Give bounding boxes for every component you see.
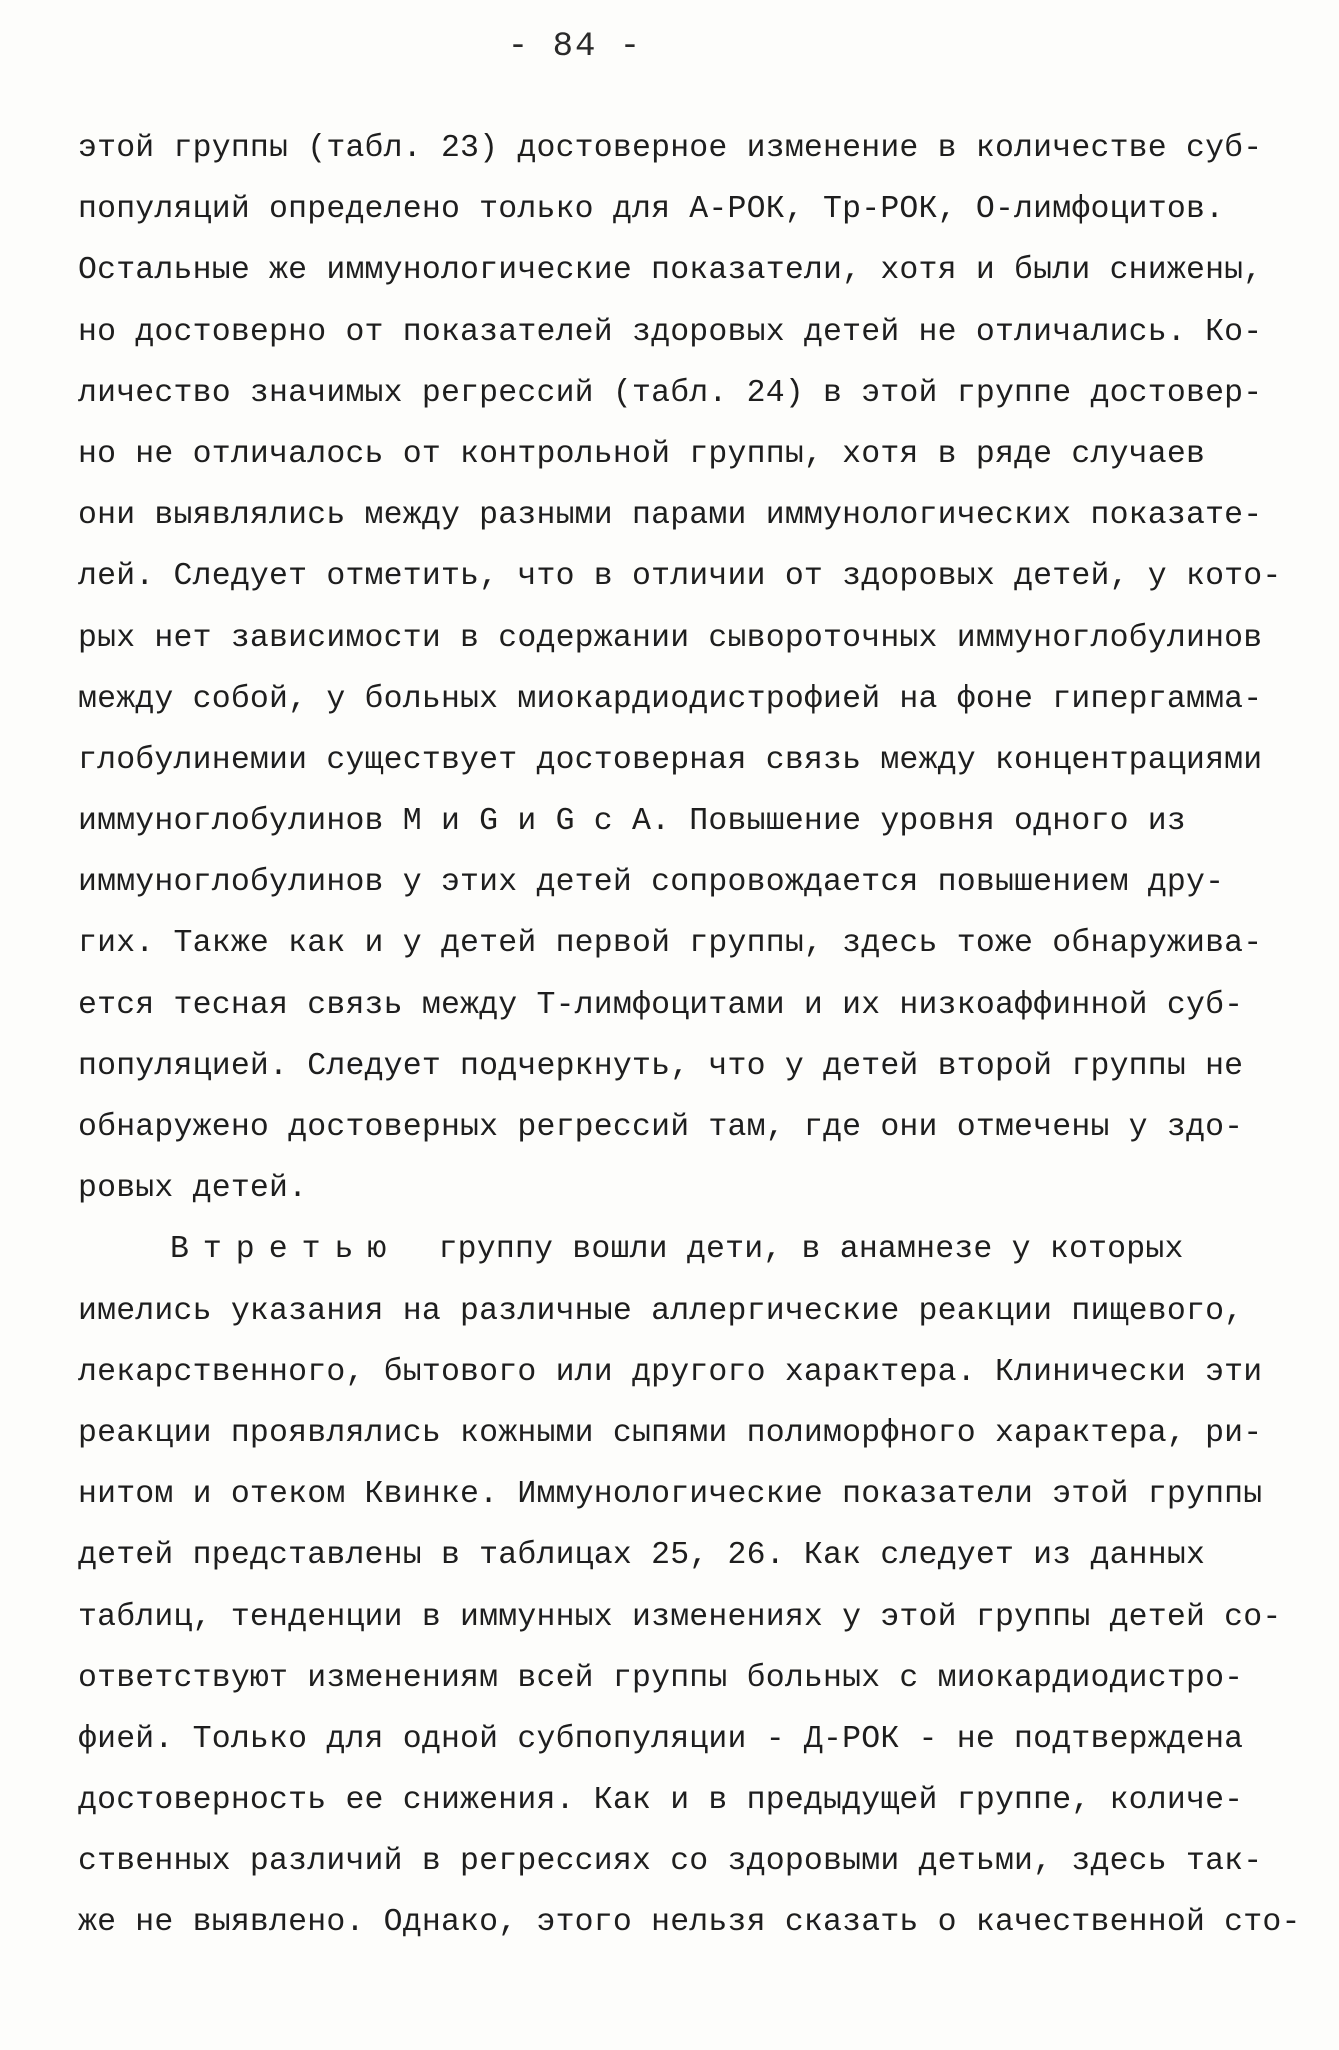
- page-number: - 84 -: [507, 28, 643, 66]
- text-line-continuation: группу вошли дети, в анамнезе у которых: [438, 1232, 1184, 1268]
- paragraph-first-line: [78, 1219, 1268, 1280]
- text-line: реакции проявлялись кожными сыпями полиморфного характера, ри-: [78, 1415, 1263, 1451]
- text-line: обнаружено достоверных регрессий там, где они отмечены у здо-: [78, 1110, 1244, 1145]
- text-line: лекарственного, бытового или другого характера. Клинически эти: [78, 1354, 1263, 1390]
- text-line: же не выявлено. Однако, этого нельзя сказать о качественной сто-: [78, 1905, 1301, 1941]
- text-line: таблиц, тенденции в иммунных изменениях у этой группы детей со-: [78, 1599, 1282, 1635]
- text-line: популяций определено только для А-РОК, Тр-РОК, О-лимфоцитов.: [78, 192, 1225, 228]
- text-line: нитом и отеком Квинке. Иммунологические показатели этой группы: [78, 1477, 1263, 1513]
- text-line: гих. Также как и у детей первой группы, здесь тоже обнаружива-: [78, 926, 1263, 962]
- text-line: глобулинемии существует достоверная связь между концентрациями: [78, 742, 1263, 778]
- text-line: имелись указания на различные аллергические реакции пищевого,: [78, 1293, 1244, 1329]
- text-line: иммуноглобулинов у этих детей сопровождается повышением дру-: [78, 865, 1225, 901]
- text-line: этой группы (табл. 23) достоверное изменение в количестве суб-: [78, 131, 1263, 166]
- text-line: ответствуют изменениям всей группы больных с миокардиодистро-: [78, 1660, 1244, 1696]
- text-line: личество значимых регрессий (табл. 24) в этой группе достовер-: [78, 375, 1263, 411]
- text-line: но достоверно от показателей здоровых детей не отличались. Ко-: [78, 314, 1263, 350]
- text-line: но не отличалось от контрольной группы, хотя в ряде случаев: [78, 436, 1206, 472]
- emphasized-lead-word: Втретью: [170, 1232, 401, 1268]
- text-line: ется тесная связь между Т-лимфоцитами и их низкоаффинной суб-: [78, 987, 1244, 1023]
- text-line: иммуноглобулинов М и G и G с А. Повышение уровня одного из: [78, 804, 1186, 840]
- text-line: достоверность ее снижения. Как и в предыдущей группе, количе-: [78, 1783, 1244, 1819]
- text-line: ровых детей.: [78, 1171, 308, 1207]
- text-line: фией. Только для одной субпопуляции - Д-РОК - не подтверждена: [78, 1721, 1244, 1757]
- text-line: ственных различий в регрессиях со здоровыми детьми, здесь так-: [78, 1844, 1263, 1880]
- text-line: детей представлены в таблицах 25, 26. Как следует из данных: [78, 1538, 1206, 1574]
- paragraph-1: [78, 118, 1282, 1219]
- text-line: они выявлялись между разными парами иммунологических показате-: [78, 498, 1263, 534]
- text-line: лей. Следует отметить, что в отличии от здоровых детей, у кото-: [78, 559, 1282, 595]
- text-line: рых нет зависимости в содержании сывороточных иммуноглобулинов: [78, 620, 1263, 656]
- text-line: популяцией. Следует подчеркнуть, что у детей второй группы не: [78, 1048, 1244, 1084]
- body-text: [78, 118, 1301, 1954]
- text-line: между собой, у больных миокардиодистрофией на фоне гипергамма-: [78, 681, 1263, 717]
- text-line: Остальные же иммунологические показатели, хотя и были снижены,: [78, 253, 1263, 289]
- paragraph-2: [78, 1219, 1301, 1953]
